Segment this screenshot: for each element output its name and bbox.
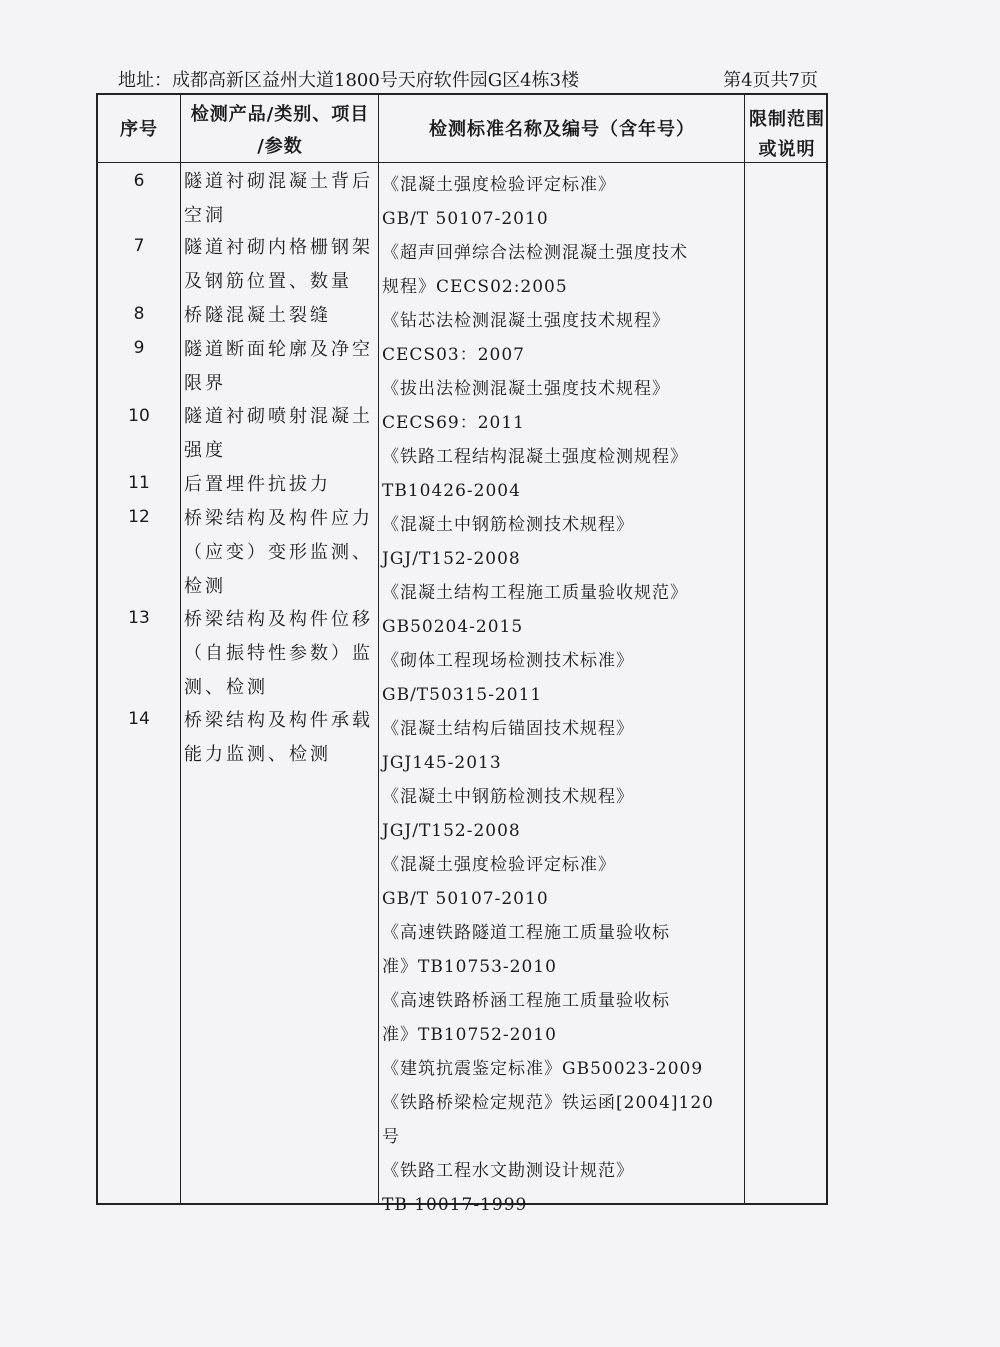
row-no: 7: [133, 236, 145, 256]
header-limit-line1: 限制范围: [749, 109, 825, 130]
standard-line: 《高速铁路桥涵工程施工质量验收标: [382, 991, 670, 1011]
standard-line: 《混凝土中钢筋检测技术规程》: [382, 787, 634, 807]
standard-line: JGJ145-2013: [382, 753, 502, 773]
standard-line: 《高速铁路隧道工程施工质量验收标: [382, 923, 670, 943]
standard-line: 准》TB10753-2010: [382, 957, 557, 977]
standard-line: 《钻芯法检测混凝土强度技术规程》: [382, 311, 670, 331]
standard-line: 《超声回弹综合法检测混凝土强度技术: [382, 243, 688, 263]
row-no: 13: [128, 608, 150, 628]
header-item-line1: 检测产品/类别、项目: [190, 104, 370, 125]
standard-line: 《铁路工程水文勘测设计规范》: [382, 1161, 634, 1181]
standard-line: JGJ/T152-2008: [382, 549, 521, 569]
header-standard: 检测标准名称及编号（含年号）: [429, 119, 695, 140]
standard-line: 《混凝土强度检验评定标准》: [382, 175, 616, 195]
row-item: 桥梁结构及构件承载 能力监测、检测: [184, 710, 373, 765]
standard-line: 《混凝土结构工程施工质量验收规范》: [382, 583, 688, 603]
standard-line: GB/T 50107-2010: [382, 889, 549, 909]
row-item: 隧道衬砌内格栅钢架 及钢筋位置、数量: [184, 237, 373, 292]
row-no: 8: [133, 304, 145, 324]
row-no: 9: [133, 338, 145, 358]
header-limit-line2: 或说明: [758, 139, 816, 160]
header-item-line2: /参数: [257, 136, 303, 157]
standard-line: CECS03：2007: [382, 345, 525, 365]
standard-line: 《建筑抗震鉴定标准》GB50023-2009: [382, 1059, 704, 1079]
page-header: [118, 68, 818, 94]
standard-line: GB/T50315-2011: [382, 685, 543, 705]
standard-line: 《砌体工程现场检测技术标准》: [382, 651, 634, 671]
standard-line: TB 10017-1999: [382, 1195, 528, 1215]
row-item: 隧道断面轮廓及净空 限界: [184, 339, 373, 394]
row-no: 11: [128, 473, 150, 493]
header-item: [182, 99, 378, 163]
row-item: 隧道衬砌混凝土背后 空洞: [184, 171, 373, 226]
page-number: 第4页共7页: [723, 70, 818, 91]
standard-line: 准》TB10752-2010: [382, 1025, 557, 1045]
column-divider: [378, 95, 379, 1203]
row-no: 10: [128, 406, 150, 426]
row-item: 隧道衬砌喷射混凝土 强度: [184, 406, 373, 461]
standard-line: 《混凝土结构后锚固技术规程》: [382, 719, 634, 739]
column-divider: [180, 95, 181, 1203]
standard-line: JGJ/T152-2008: [382, 821, 521, 841]
column-divider: [744, 95, 745, 1203]
row-no: 14: [128, 709, 150, 729]
standard-line: GB/T 50107-2010: [382, 209, 549, 229]
row-item: 桥隧混凝土裂缝: [184, 305, 331, 326]
row-no: 6: [133, 171, 145, 191]
row-item: 后置埋件抗拔力: [184, 474, 331, 495]
standards-table: [96, 93, 828, 1215]
standard-line: 《混凝土中钢筋检测技术规程》: [382, 515, 634, 535]
standard-line: 规程》CECS02:2005: [382, 277, 568, 297]
row-item: 桥梁结构及构件应力 （应变）变形监测、 检测: [184, 508, 373, 597]
row-no: 12: [128, 507, 150, 527]
header-no: 序号: [120, 119, 158, 140]
standard-line: 《铁路工程结构混凝土强度检测规程》: [382, 447, 688, 467]
address-text: 地址：成都高新区益州大道1800号天府软件园G区4栋3楼: [118, 70, 580, 91]
row-item: 桥梁结构及构件位移 （自振特性参数）监 测、检测: [184, 609, 373, 698]
standard-line: 《铁路桥梁检定规范》铁运函[2004]120: [382, 1093, 714, 1113]
standard-line: 《混凝土强度检验评定标准》: [382, 855, 616, 875]
standard-line: 《拔出法检测混凝土强度技术规程》: [382, 379, 670, 399]
standard-line: GB50204-2015: [382, 617, 524, 637]
standards-list: [382, 168, 742, 1222]
standard-line: CECS69：2011: [382, 413, 525, 433]
standard-line: 号: [382, 1127, 400, 1147]
header-limit: [746, 105, 828, 165]
standard-line: TB10426-2004: [382, 481, 521, 501]
